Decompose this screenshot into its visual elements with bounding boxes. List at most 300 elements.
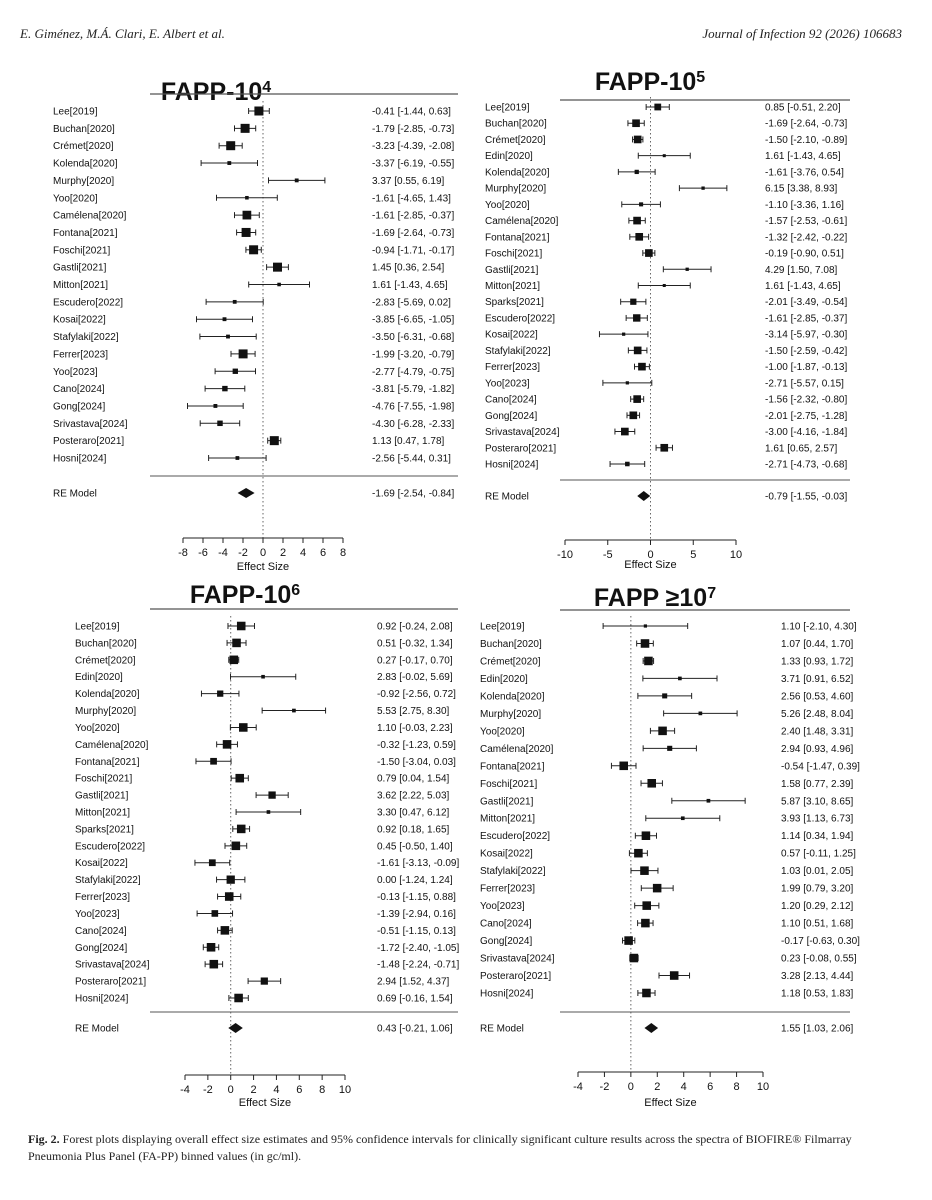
study-point bbox=[232, 842, 241, 851]
study-point bbox=[632, 119, 640, 127]
study-point bbox=[232, 639, 241, 648]
study-point bbox=[230, 656, 239, 665]
study-estimate-ci: 1.61 [-1.43, 4.65] bbox=[372, 280, 448, 291]
study-name: Ferrer[2023] bbox=[53, 349, 109, 361]
x-axis-label: Effect Size bbox=[624, 559, 677, 571]
forest-panel-2 bbox=[485, 68, 850, 571]
study-estimate-ci: 1.58 [0.77, 2.39] bbox=[781, 778, 854, 790]
study-estimate-ci: 0.57 [-0.11, 1.25] bbox=[781, 848, 856, 860]
caption-text: Forest plots displaying overall effect size estimates and 95% confidence intervals for clinically significant culture results across the spectra of BIOFIRE® Filmarray Pneumonia Plus Panel (FA-PP) binned values (in gc/ml). bbox=[28, 1132, 852, 1164]
study-name: Ferrer[2023] bbox=[480, 883, 536, 895]
summary-diamond bbox=[644, 1023, 658, 1033]
study-name: Murphy[2020] bbox=[480, 708, 542, 720]
summary-estimate-ci: -1.69 [-2.54, -0.84] bbox=[372, 488, 455, 500]
study-point bbox=[662, 693, 667, 698]
study-estimate-ci: -3.23 [-4.39, -2.08] bbox=[372, 141, 455, 153]
study-estimate-ci: -0.92 [-2.56, 0.72] bbox=[377, 689, 456, 701]
study-point bbox=[645, 249, 653, 257]
study-estimate-ci: -1.32 [-2.42, -0.22] bbox=[765, 232, 848, 244]
study-estimate-ci: -0.41 [-1.44, 0.63] bbox=[372, 106, 451, 118]
study-estimate-ci: 1.10 [-2.10, 4.30] bbox=[781, 621, 857, 633]
study-name: Yoo[2023] bbox=[75, 908, 120, 920]
study-estimate-ci: 0.79 [0.04, 1.54] bbox=[377, 773, 450, 785]
study-name: Fontana[2021] bbox=[75, 756, 140, 768]
study-name: Fontana[2021] bbox=[53, 227, 118, 239]
study-name: Buchan[2020] bbox=[75, 638, 137, 650]
study-estimate-ci: -3.00 [-4.16, -1.84] bbox=[765, 427, 848, 439]
study-name: Stafylaki[2022] bbox=[75, 875, 141, 887]
study-point bbox=[638, 363, 646, 371]
study-point bbox=[678, 677, 682, 681]
x-tick-label: 10 bbox=[756, 1081, 770, 1093]
study-estimate-ci: -0.13 [-1.15, 0.88] bbox=[377, 892, 456, 904]
study-point bbox=[630, 299, 636, 305]
study-estimate-ci: 5.87 [3.10, 8.65] bbox=[781, 796, 854, 808]
study-estimate-ci: 3.71 [0.91, 6.52] bbox=[781, 673, 854, 685]
study-point bbox=[633, 395, 641, 403]
study-point bbox=[268, 791, 275, 798]
study-name: Crémet[2020] bbox=[53, 141, 114, 153]
study-point bbox=[634, 136, 642, 144]
study-name: Kolenda[2020] bbox=[480, 691, 545, 703]
study-name: Foschi[2021] bbox=[53, 245, 111, 257]
study-estimate-ci: -4.76 [-7.55, -1.98] bbox=[372, 401, 455, 413]
study-estimate-ci: -2.83 [-5.69, 0.02] bbox=[372, 297, 451, 309]
study-estimate-ci: 0.51 [-0.32, 1.34] bbox=[377, 638, 453, 650]
x-tick-label: 0 bbox=[227, 1084, 234, 1096]
study-name: Buchan[2020] bbox=[480, 638, 542, 650]
study-estimate-ci: -1.61 [-3.76, 0.54] bbox=[765, 167, 844, 179]
study-name: Gastli[2021] bbox=[75, 790, 129, 802]
study-estimate-ci: -1.61 [-3.13, -0.09] bbox=[377, 858, 460, 870]
study-name: Gong[2024] bbox=[485, 410, 538, 422]
study-name: Srivastava[2024] bbox=[480, 953, 555, 965]
study-name: Crémet[2020] bbox=[485, 134, 546, 146]
study-estimate-ci: -4.30 [-6.28, -2.33] bbox=[372, 418, 455, 430]
study-point bbox=[210, 960, 219, 969]
study-point bbox=[209, 859, 216, 866]
study-estimate-ci: 3.28 [2.13, 4.44] bbox=[781, 971, 854, 983]
x-tick-label: 2 bbox=[250, 1084, 257, 1096]
panel-title: FAPP-$10^6$ bbox=[189, 581, 301, 609]
study-point bbox=[261, 977, 268, 984]
study-estimate-ci: -2.77 [-4.79, -0.75] bbox=[372, 366, 455, 378]
study-point bbox=[222, 386, 227, 391]
study-point bbox=[239, 723, 248, 732]
study-point bbox=[207, 943, 216, 952]
study-estimate-ci: -1.99 [-3.20, -0.79] bbox=[372, 349, 455, 361]
summary-diamond bbox=[238, 488, 255, 498]
study-name: Buchan[2020] bbox=[485, 118, 547, 130]
study-point bbox=[634, 849, 643, 858]
study-name: Posteraro[2021] bbox=[53, 436, 125, 448]
study-name: Stafylaki[2022] bbox=[53, 332, 119, 344]
x-tick-label: 10 bbox=[729, 549, 743, 561]
study-estimate-ci: -0.54 [-1.47, 0.39] bbox=[781, 761, 860, 773]
study-point bbox=[653, 884, 662, 893]
study-estimate-ci: 1.07 [0.44, 1.70] bbox=[781, 638, 854, 650]
study-name: Camélena[2020] bbox=[53, 210, 127, 222]
running-header-journal: Journal of Infection 92 (2026) 106683 bbox=[702, 26, 902, 41]
study-estimate-ci: -1.10 [-3.36, 1.16] bbox=[765, 199, 844, 211]
study-name: Mitton[2021] bbox=[485, 281, 541, 292]
study-estimate-ci: 1.61 [-1.43, 4.65] bbox=[765, 151, 841, 163]
study-point bbox=[237, 825, 246, 834]
x-tick-label: 6 bbox=[707, 1081, 714, 1093]
study-estimate-ci: 0.69 [-0.16, 1.54] bbox=[377, 993, 453, 1005]
summary-estimate-ci: 1.55 [1.03, 2.06] bbox=[781, 1023, 854, 1035]
study-estimate-ci: -1.56 [-2.32, -0.80] bbox=[765, 394, 848, 406]
study-name: Ferrer[2023] bbox=[75, 892, 131, 904]
x-tick-label: 4 bbox=[299, 547, 307, 559]
study-name: Stafylaki[2022] bbox=[485, 345, 551, 357]
summary-name: RE Model bbox=[75, 1023, 119, 1035]
study-point bbox=[644, 657, 653, 666]
study-estimate-ci: -2.71 [-5.57, 0.15] bbox=[765, 378, 844, 390]
study-name: Foschi[2021] bbox=[480, 778, 538, 790]
study-point bbox=[629, 411, 637, 419]
study-point bbox=[641, 919, 650, 928]
x-tick-label: 4 bbox=[680, 1081, 687, 1093]
study-estimate-ci: 1.14 [0.34, 1.94] bbox=[781, 831, 854, 843]
study-name: Yoo[2020] bbox=[480, 726, 525, 738]
study-estimate-ci: -1.39 [-2.94, 0.16] bbox=[377, 908, 456, 920]
study-name: Cano[2024] bbox=[480, 918, 532, 930]
study-estimate-ci: 1.99 [0.79, 3.20] bbox=[781, 883, 854, 895]
x-tick-label: 8 bbox=[319, 1084, 326, 1096]
study-estimate-ci: -3.81 [-5.79, -1.82] bbox=[372, 384, 455, 396]
x-tick-label: -4 bbox=[180, 1084, 190, 1096]
study-name: Posteraro[2021] bbox=[485, 443, 557, 455]
study-point bbox=[663, 284, 666, 287]
study-point bbox=[640, 866, 649, 875]
study-estimate-ci: -0.19 [-0.90, 0.51] bbox=[765, 248, 844, 260]
study-name: Gong[2024] bbox=[480, 936, 533, 948]
study-estimate-ci: 6.15 [3.38, 8.93] bbox=[765, 183, 838, 195]
study-name: Fontana[2021] bbox=[485, 232, 550, 244]
study-point bbox=[707, 799, 711, 803]
x-axis-label: Effect Size bbox=[644, 1097, 697, 1109]
study-point bbox=[217, 691, 223, 697]
study-name: Mitton[2021] bbox=[53, 280, 109, 291]
study-point bbox=[633, 217, 641, 225]
study-point bbox=[686, 268, 689, 271]
study-point bbox=[237, 622, 246, 631]
study-estimate-ci: -1.61 [-2.85, -0.37] bbox=[765, 313, 848, 325]
study-estimate-ci: -2.56 [-5.44, 0.31] bbox=[372, 453, 451, 465]
study-estimate-ci: 3.37 [0.55, 6.19] bbox=[372, 175, 445, 187]
study-point bbox=[234, 994, 243, 1003]
study-name: Escudero[2022] bbox=[480, 831, 551, 843]
study-estimate-ci: 2.40 [1.48, 3.31] bbox=[781, 726, 854, 738]
study-point bbox=[642, 901, 651, 910]
study-point bbox=[626, 381, 629, 384]
figure-caption bbox=[28, 1131, 908, 1166]
study-point bbox=[227, 161, 231, 165]
study-estimate-ci: -1.79 [-2.85, -0.73] bbox=[372, 123, 455, 135]
x-axis-label: Effect Size bbox=[238, 1097, 292, 1109]
study-estimate-ci: -3.85 [-6.65, -1.05] bbox=[372, 314, 455, 326]
study-estimate-ci: 3.62 [2.22, 5.03] bbox=[377, 790, 450, 802]
study-estimate-ci: -1.72 [-2.40, -1.05] bbox=[377, 942, 460, 954]
study-name: Kosai[2022] bbox=[75, 858, 128, 870]
study-point bbox=[658, 727, 667, 736]
study-estimate-ci: 0.92 [-0.24, 2.08] bbox=[377, 621, 453, 633]
study-estimate-ci: 0.85 [-0.51, 2.20] bbox=[765, 102, 841, 114]
study-name: Edin[2020] bbox=[75, 672, 123, 684]
x-tick-label: 0 bbox=[627, 1081, 634, 1093]
study-name: Foschi[2021] bbox=[485, 248, 543, 260]
forest-panel-3 bbox=[75, 581, 459, 1109]
study-estimate-ci: 1.10 [-0.03, 2.23] bbox=[377, 722, 453, 734]
study-point bbox=[270, 436, 279, 445]
study-point bbox=[647, 779, 656, 788]
study-estimate-ci: 1.18 [0.53, 1.83] bbox=[781, 988, 854, 1000]
summary-diamond bbox=[637, 491, 650, 501]
study-name: Buchan[2020] bbox=[53, 123, 115, 135]
study-name: Stafylaki[2022] bbox=[480, 866, 546, 878]
study-name: Foschi[2021] bbox=[75, 773, 133, 785]
study-estimate-ci: -3.50 [-6.31, -0.68] bbox=[372, 332, 455, 344]
study-name: Escudero[2022] bbox=[485, 313, 556, 325]
study-point bbox=[701, 186, 704, 189]
study-estimate-ci: 0.00 [-1.24, 1.24] bbox=[377, 875, 453, 887]
study-name: Hosni[2024] bbox=[75, 993, 129, 1005]
study-name: Kolenda[2020] bbox=[485, 167, 550, 179]
study-name: Yoo[2023] bbox=[53, 366, 98, 378]
study-name: Lee[2019] bbox=[53, 106, 98, 118]
study-name: Camélena[2020] bbox=[75, 739, 149, 751]
study-estimate-ci: 4.29 [1.50, 7.08] bbox=[765, 264, 838, 276]
study-point bbox=[243, 211, 252, 220]
x-tick-label: -4 bbox=[218, 547, 228, 559]
study-name: Gastli[2021] bbox=[53, 262, 107, 274]
study-point bbox=[226, 141, 235, 150]
study-name: Kosai[2022] bbox=[485, 329, 538, 341]
forest-panel-4 bbox=[480, 584, 860, 1109]
study-point bbox=[622, 333, 625, 336]
study-name: Sparks[2021] bbox=[485, 297, 544, 309]
x-axis-label: Effect Size bbox=[236, 561, 290, 573]
study-estimate-ci: 2.56 [0.53, 4.60] bbox=[781, 691, 854, 703]
study-name: Srivastava[2024] bbox=[53, 418, 128, 430]
x-tick-label: 6 bbox=[319, 547, 327, 559]
study-name: Kolenda[2020] bbox=[53, 158, 118, 170]
study-name: Ferrer[2023] bbox=[485, 362, 541, 374]
study-name: Camélena[2020] bbox=[480, 743, 554, 755]
x-tick-label: 10 bbox=[338, 1084, 352, 1096]
study-estimate-ci: 0.23 [-0.08, 0.55] bbox=[781, 953, 857, 965]
study-estimate-ci: -1.50 [-2.59, -0.42] bbox=[765, 345, 848, 357]
study-point bbox=[642, 989, 651, 998]
study-estimate-ci: 2.83 [-0.02, 5.69] bbox=[377, 672, 453, 684]
study-name: Crémet[2020] bbox=[75, 655, 136, 667]
study-estimate-ci: -2.01 [-3.49, -0.54] bbox=[765, 297, 848, 309]
forest-panel-1 bbox=[53, 78, 458, 573]
study-point bbox=[644, 624, 647, 627]
study-name: Gong[2024] bbox=[75, 942, 128, 954]
study-estimate-ci: -1.50 [-3.04, 0.03] bbox=[377, 756, 456, 768]
study-point bbox=[213, 404, 217, 408]
study-estimate-ci: 1.33 [0.93, 1.72] bbox=[781, 656, 854, 668]
study-estimate-ci: 1.61 [-1.43, 4.65] bbox=[765, 281, 841, 292]
study-name: Mitton[2021] bbox=[75, 807, 131, 819]
study-name: Edin[2020] bbox=[480, 673, 528, 685]
study-estimate-ci: -1.57 [-2.53, -0.61] bbox=[765, 216, 848, 228]
study-point bbox=[624, 936, 633, 945]
panel-title-superscript: 7 bbox=[707, 584, 717, 602]
x-tick-label: 6 bbox=[296, 1084, 303, 1096]
study-point bbox=[249, 245, 258, 254]
study-estimate-ci: -0.17 [-0.63, 0.30] bbox=[781, 936, 860, 948]
study-point bbox=[267, 810, 271, 814]
x-tick-label: -8 bbox=[178, 547, 188, 559]
study-name: Murphy[2020] bbox=[53, 175, 115, 187]
panel-title: FAPP-$10^4$ bbox=[160, 78, 272, 106]
study-point bbox=[639, 202, 643, 206]
study-estimate-ci: 1.10 [0.51, 1.68] bbox=[781, 918, 854, 930]
x-tick-label: 0 bbox=[259, 547, 267, 559]
study-estimate-ci: 5.53 [2.75, 8.30] bbox=[377, 706, 450, 718]
study-name: Lee[2019] bbox=[485, 102, 530, 114]
study-estimate-ci: -1.48 [-2.24, -0.71] bbox=[377, 959, 460, 971]
study-point bbox=[277, 283, 281, 287]
study-estimate-ci: 0.92 [0.18, 1.65] bbox=[377, 824, 450, 836]
study-estimate-ci: 1.45 [0.36, 2.54] bbox=[372, 262, 445, 274]
study-point bbox=[663, 154, 666, 157]
study-estimate-ci: -2.71 [-4.73, -0.68] bbox=[765, 459, 848, 471]
study-point bbox=[225, 892, 234, 901]
study-name: Mitton[2021] bbox=[480, 813, 536, 825]
study-name: Hosni[2024] bbox=[53, 453, 107, 465]
x-tick-label: -4 bbox=[573, 1081, 583, 1093]
study-point bbox=[242, 228, 251, 237]
study-point bbox=[633, 314, 640, 321]
study-point bbox=[634, 347, 642, 355]
study-name: Yoo[2020] bbox=[53, 193, 98, 205]
study-estimate-ci: 1.13 [0.47, 1.78] bbox=[372, 436, 445, 448]
study-point bbox=[630, 954, 639, 963]
study-point bbox=[660, 444, 668, 452]
study-name: Cano[2024] bbox=[53, 384, 105, 396]
study-name: Crémet[2020] bbox=[480, 656, 541, 668]
study-estimate-ci: -0.51 [-1.15, 0.13] bbox=[377, 925, 456, 937]
study-point bbox=[654, 104, 661, 111]
x-tick-label: -2 bbox=[238, 547, 248, 559]
study-name: Cano[2024] bbox=[485, 394, 537, 406]
study-point bbox=[641, 639, 650, 648]
summary-name: RE Model bbox=[480, 1023, 524, 1035]
study-estimate-ci: -1.00 [-1.87, -0.13] bbox=[765, 362, 848, 374]
study-estimate-ci: 1.03 [0.01, 2.05] bbox=[781, 866, 854, 878]
x-tick-label: 0 bbox=[647, 549, 654, 561]
summary-estimate-ci: 0.43 [-0.21, 1.06] bbox=[377, 1023, 453, 1035]
study-estimate-ci: -1.61 [-4.65, 1.43] bbox=[372, 193, 451, 205]
x-tick-label: -10 bbox=[557, 549, 573, 561]
study-estimate-ci: -0.94 [-1.71, -0.17] bbox=[372, 245, 455, 257]
study-name: Camélena[2020] bbox=[485, 216, 559, 228]
study-estimate-ci: -1.61 [-2.85, -0.37] bbox=[372, 210, 455, 222]
x-tick-label: 5 bbox=[690, 549, 697, 561]
study-point bbox=[221, 926, 230, 935]
study-estimate-ci: -1.69 [-2.64, -0.73] bbox=[765, 118, 848, 130]
study-estimate-ci: 2.94 [1.52, 4.37] bbox=[377, 976, 450, 988]
study-point bbox=[241, 124, 250, 133]
study-point bbox=[619, 762, 628, 771]
study-name: Cano[2024] bbox=[75, 925, 127, 937]
study-name: Murphy[2020] bbox=[75, 706, 137, 718]
study-name: Edin[2020] bbox=[485, 151, 533, 163]
study-name: Fontana[2021] bbox=[480, 761, 545, 773]
study-name: Sparks[2021] bbox=[75, 824, 134, 836]
study-name: Gastli[2021] bbox=[485, 264, 539, 276]
study-name: Hosni[2024] bbox=[480, 988, 534, 1000]
study-point bbox=[635, 233, 643, 241]
running-header-authors: E. Giménez, M.Á. Clari, E. Albert et al. bbox=[20, 26, 225, 41]
study-point bbox=[217, 421, 222, 426]
study-point bbox=[233, 300, 237, 304]
study-point bbox=[670, 971, 679, 980]
study-estimate-ci: 5.26 [2.48, 8.04] bbox=[781, 708, 854, 720]
study-name: Murphy[2020] bbox=[485, 183, 547, 195]
study-estimate-ci: -3.37 [-6.19, -0.55] bbox=[372, 158, 455, 170]
panel-title-superscript: 5 bbox=[696, 68, 706, 86]
study-name: Gastli[2021] bbox=[480, 796, 534, 808]
study-name: Yoo[2020] bbox=[485, 199, 530, 211]
study-name: Gong[2024] bbox=[53, 401, 106, 413]
study-point bbox=[254, 107, 263, 116]
panel-title: FAPP $\ge 10^7$ bbox=[593, 584, 717, 612]
x-tick-label: 8 bbox=[733, 1081, 740, 1093]
study-name: Kosai[2022] bbox=[53, 314, 106, 326]
study-estimate-ci: 1.20 [0.29, 2.12] bbox=[781, 901, 854, 913]
study-estimate-ci: 2.94 [0.93, 4.96] bbox=[781, 743, 854, 755]
study-name: Posteraro[2021] bbox=[480, 971, 552, 983]
study-name: Posteraro[2021] bbox=[75, 976, 147, 988]
study-point bbox=[212, 910, 219, 917]
study-estimate-ci: -1.69 [-2.64, -0.73] bbox=[372, 227, 455, 239]
x-tick-label: -2 bbox=[202, 1084, 213, 1096]
study-estimate-ci: 1.61 [0.65, 2.57] bbox=[765, 443, 838, 455]
study-point bbox=[273, 263, 282, 272]
summary-estimate-ci: -0.79 [-1.55, -0.03] bbox=[765, 491, 848, 503]
study-name: Srivastava[2024] bbox=[485, 427, 560, 439]
study-point bbox=[621, 428, 629, 436]
study-point bbox=[236, 456, 240, 460]
x-tick-label: 2 bbox=[654, 1081, 661, 1093]
study-name: Yoo[2020] bbox=[75, 722, 120, 734]
study-point bbox=[226, 335, 230, 339]
study-point bbox=[239, 349, 248, 358]
study-point bbox=[261, 675, 265, 679]
panel-title-superscript: 4 bbox=[262, 78, 272, 96]
x-tick-label: -2 bbox=[599, 1081, 610, 1093]
study-point bbox=[681, 816, 685, 820]
study-estimate-ci: -0.32 [-1.23, 0.59] bbox=[377, 739, 456, 751]
study-point bbox=[223, 317, 227, 321]
study-name: Lee[2019] bbox=[480, 621, 525, 633]
study-name: Yoo[2023] bbox=[485, 378, 530, 390]
study-name: Srivastava[2024] bbox=[75, 959, 150, 971]
study-name: Escudero[2022] bbox=[75, 841, 146, 853]
study-estimate-ci: 0.45 [-0.50, 1.40] bbox=[377, 841, 453, 853]
study-estimate-ci: -3.14 [-5.97, -0.30] bbox=[765, 329, 848, 341]
study-name: Lee[2019] bbox=[75, 621, 120, 633]
study-name: Yoo[2023] bbox=[480, 901, 525, 913]
x-tick-label: 2 bbox=[279, 547, 287, 559]
study-estimate-ci: 3.30 [0.47, 6.12] bbox=[377, 807, 450, 819]
study-estimate-ci: -2.01 [-2.75, -1.28] bbox=[765, 410, 848, 422]
